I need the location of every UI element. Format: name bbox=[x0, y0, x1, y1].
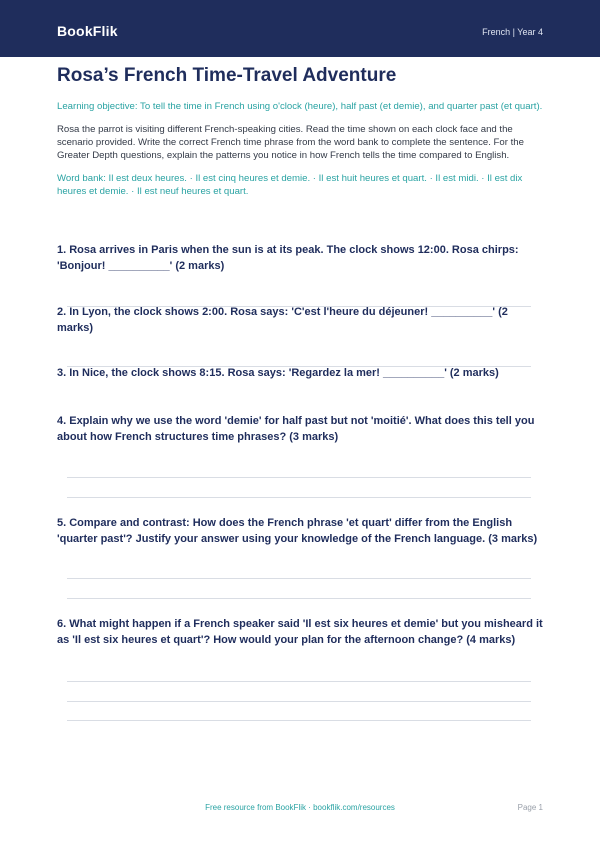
question-6: 6. What might happen if a French speaker said 'Il est six heures et demie' but you misheard it as 'Il est six heures et quart'? How would your plan for the afternoon change? (4 marks) bbox=[57, 618, 543, 646]
brand-logo: BookFlik bbox=[57, 23, 118, 39]
page-header bbox=[0, 0, 600, 57]
answer-line[interactable] bbox=[67, 720, 531, 721]
intro-section bbox=[57, 64, 543, 198]
answer-line[interactable] bbox=[67, 497, 531, 498]
subject-year-label: French | Year 4 bbox=[482, 27, 543, 37]
question-1: 1. Rosa arrives in Paris when the sun is at its peak. The clock shows 12:00. Rosa chirps: 'Bonjour! __________' (2 marks) bbox=[57, 244, 519, 272]
footer-credit[interactable]: Free resource from BookFlik · bookflik.com/resources bbox=[205, 803, 395, 812]
answer-line[interactable] bbox=[67, 681, 531, 682]
word-bank: Word bank: Il est deux heures. · Il est cinq heures et demie. · Il est huit heures et quart. · Il est midi. · Il est dix heures et demie. · Il est neuf heures et quart. bbox=[57, 173, 523, 197]
question-4: 4. Explain why we use the word 'demie' for half past but not 'moitié'. What does this tell you about how French structures time phrases? (3 marks) bbox=[57, 415, 535, 443]
question-2: 2. In Lyon, the clock shows 2:00. Rosa says: 'C'est l'heure du déjeuner! __________' (2 marks) bbox=[57, 306, 508, 334]
instructions: Rosa the parrot is visiting different French-speaking cities. Read the time shown on each clock face and the scenario provided. Write the correct French time phrase from the word bank to complete the sentence. For the Greater Depth questions, explain the patterns you notice in how French tells the time compared to English. bbox=[57, 124, 524, 161]
page-number: Page 1 bbox=[517, 803, 543, 812]
question-5: 5. Compare and contrast: How does the French phrase 'et quart' differ from the English 'quarter past'? Justify your answer using your knowledge of the French language. (3 marks) bbox=[57, 517, 538, 545]
answer-line[interactable] bbox=[67, 598, 531, 599]
question-3: 3. In Nice, the clock shows 8:15. Rosa says: 'Regardez la mer! __________' (2 marks) bbox=[57, 367, 499, 379]
page-title: Rosa’s French Time-Travel Adventure bbox=[57, 65, 397, 86]
answer-line[interactable] bbox=[67, 477, 531, 478]
answer-line[interactable] bbox=[67, 578, 531, 579]
answer-line[interactable] bbox=[67, 701, 531, 702]
learning-objective: Learning objective: To tell the time in French using o'clock (heure), half past (et demie), and quarter past (et quart). bbox=[57, 101, 543, 112]
